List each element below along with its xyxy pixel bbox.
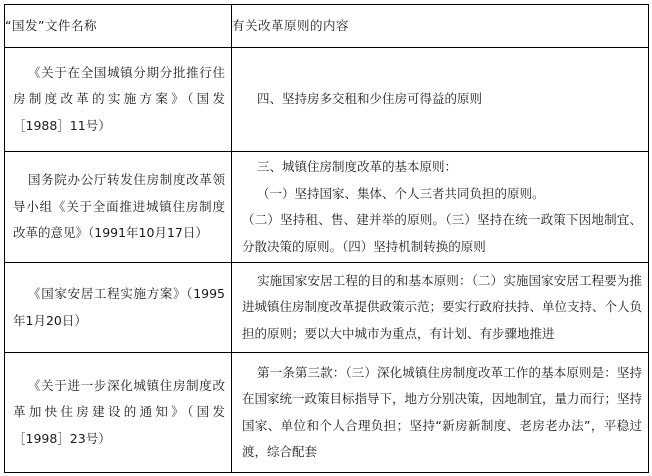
table-header-row [5, 5, 649, 48]
reform-principles-table [4, 4, 649, 473]
document-name-cell [5, 263, 232, 353]
document-name-text: 《关于进一步深化城镇住房制度改革加快住房建设的通知》（国发［1998］23号） [13, 377, 225, 446]
document-name-text: 《关于在全国城镇分期分批推行住房制度改革的实施方案》（国发［1988］11号） [13, 64, 225, 133]
principle-content-cell [232, 48, 649, 152]
principle-content-cell [232, 152, 649, 263]
table-row [5, 48, 649, 152]
document-name-text: 国务院办公厅转发住房制度改革领导小组《关于全面推进城镇住房制度改革的意见》（1991年10月17日） [13, 172, 225, 241]
principle-paragraph: （一）坚持国家、集体、个人三者共同负担的原则。 [257, 185, 545, 201]
principle-content-cell [232, 263, 649, 353]
principle-paragraph: 三、城镇住房制度改革的基本原则： [257, 159, 458, 174]
principle-paragraph: （二）坚持租、售、建并举的原则。（三）坚持在统一政策下因地制宜、分散决策的原则。（四）坚持机制转换的原则 [242, 212, 642, 254]
header-document-name-text: “国发”文件名称 [5, 17, 97, 33]
document-name-text: 《国家安居工程实施方案》（1995年1月20日） [13, 286, 225, 328]
principle-content-cell [232, 353, 649, 473]
header-document-name [5, 5, 232, 48]
header-principle-content-text: 有关改革原则的内容 [232, 17, 350, 33]
table-row [5, 263, 649, 353]
document-name-cell [5, 353, 232, 473]
table-row [5, 152, 649, 263]
principle-paragraph: 第一条第三款：（三）深化城镇住房制度改革工作的基本原则是：坚持在国家统一政策目标指导下，地方分别决策，因地制宜，量力而行；坚持国家、单位和个人合理负担；坚持“新房新制度、老房老办法”，平稳过渡，综合配套 [242, 364, 643, 459]
header-principle-content [232, 5, 649, 48]
document-name-cell [5, 152, 232, 263]
table-row [5, 353, 649, 473]
document-name-cell [5, 48, 232, 152]
principle-paragraph: 实施国家安居工程的目的和基本原则：（二）实施国家安居工程要为推进城镇住房制度改革提供政策示范；要实行政府扶持、单位支持、个人负担的原则；要以大中城市为重点，有计划、有步骤地推进 [242, 272, 643, 341]
principle-paragraph: 四、坚持房多交租和少住房可得益的原则 [257, 91, 483, 107]
